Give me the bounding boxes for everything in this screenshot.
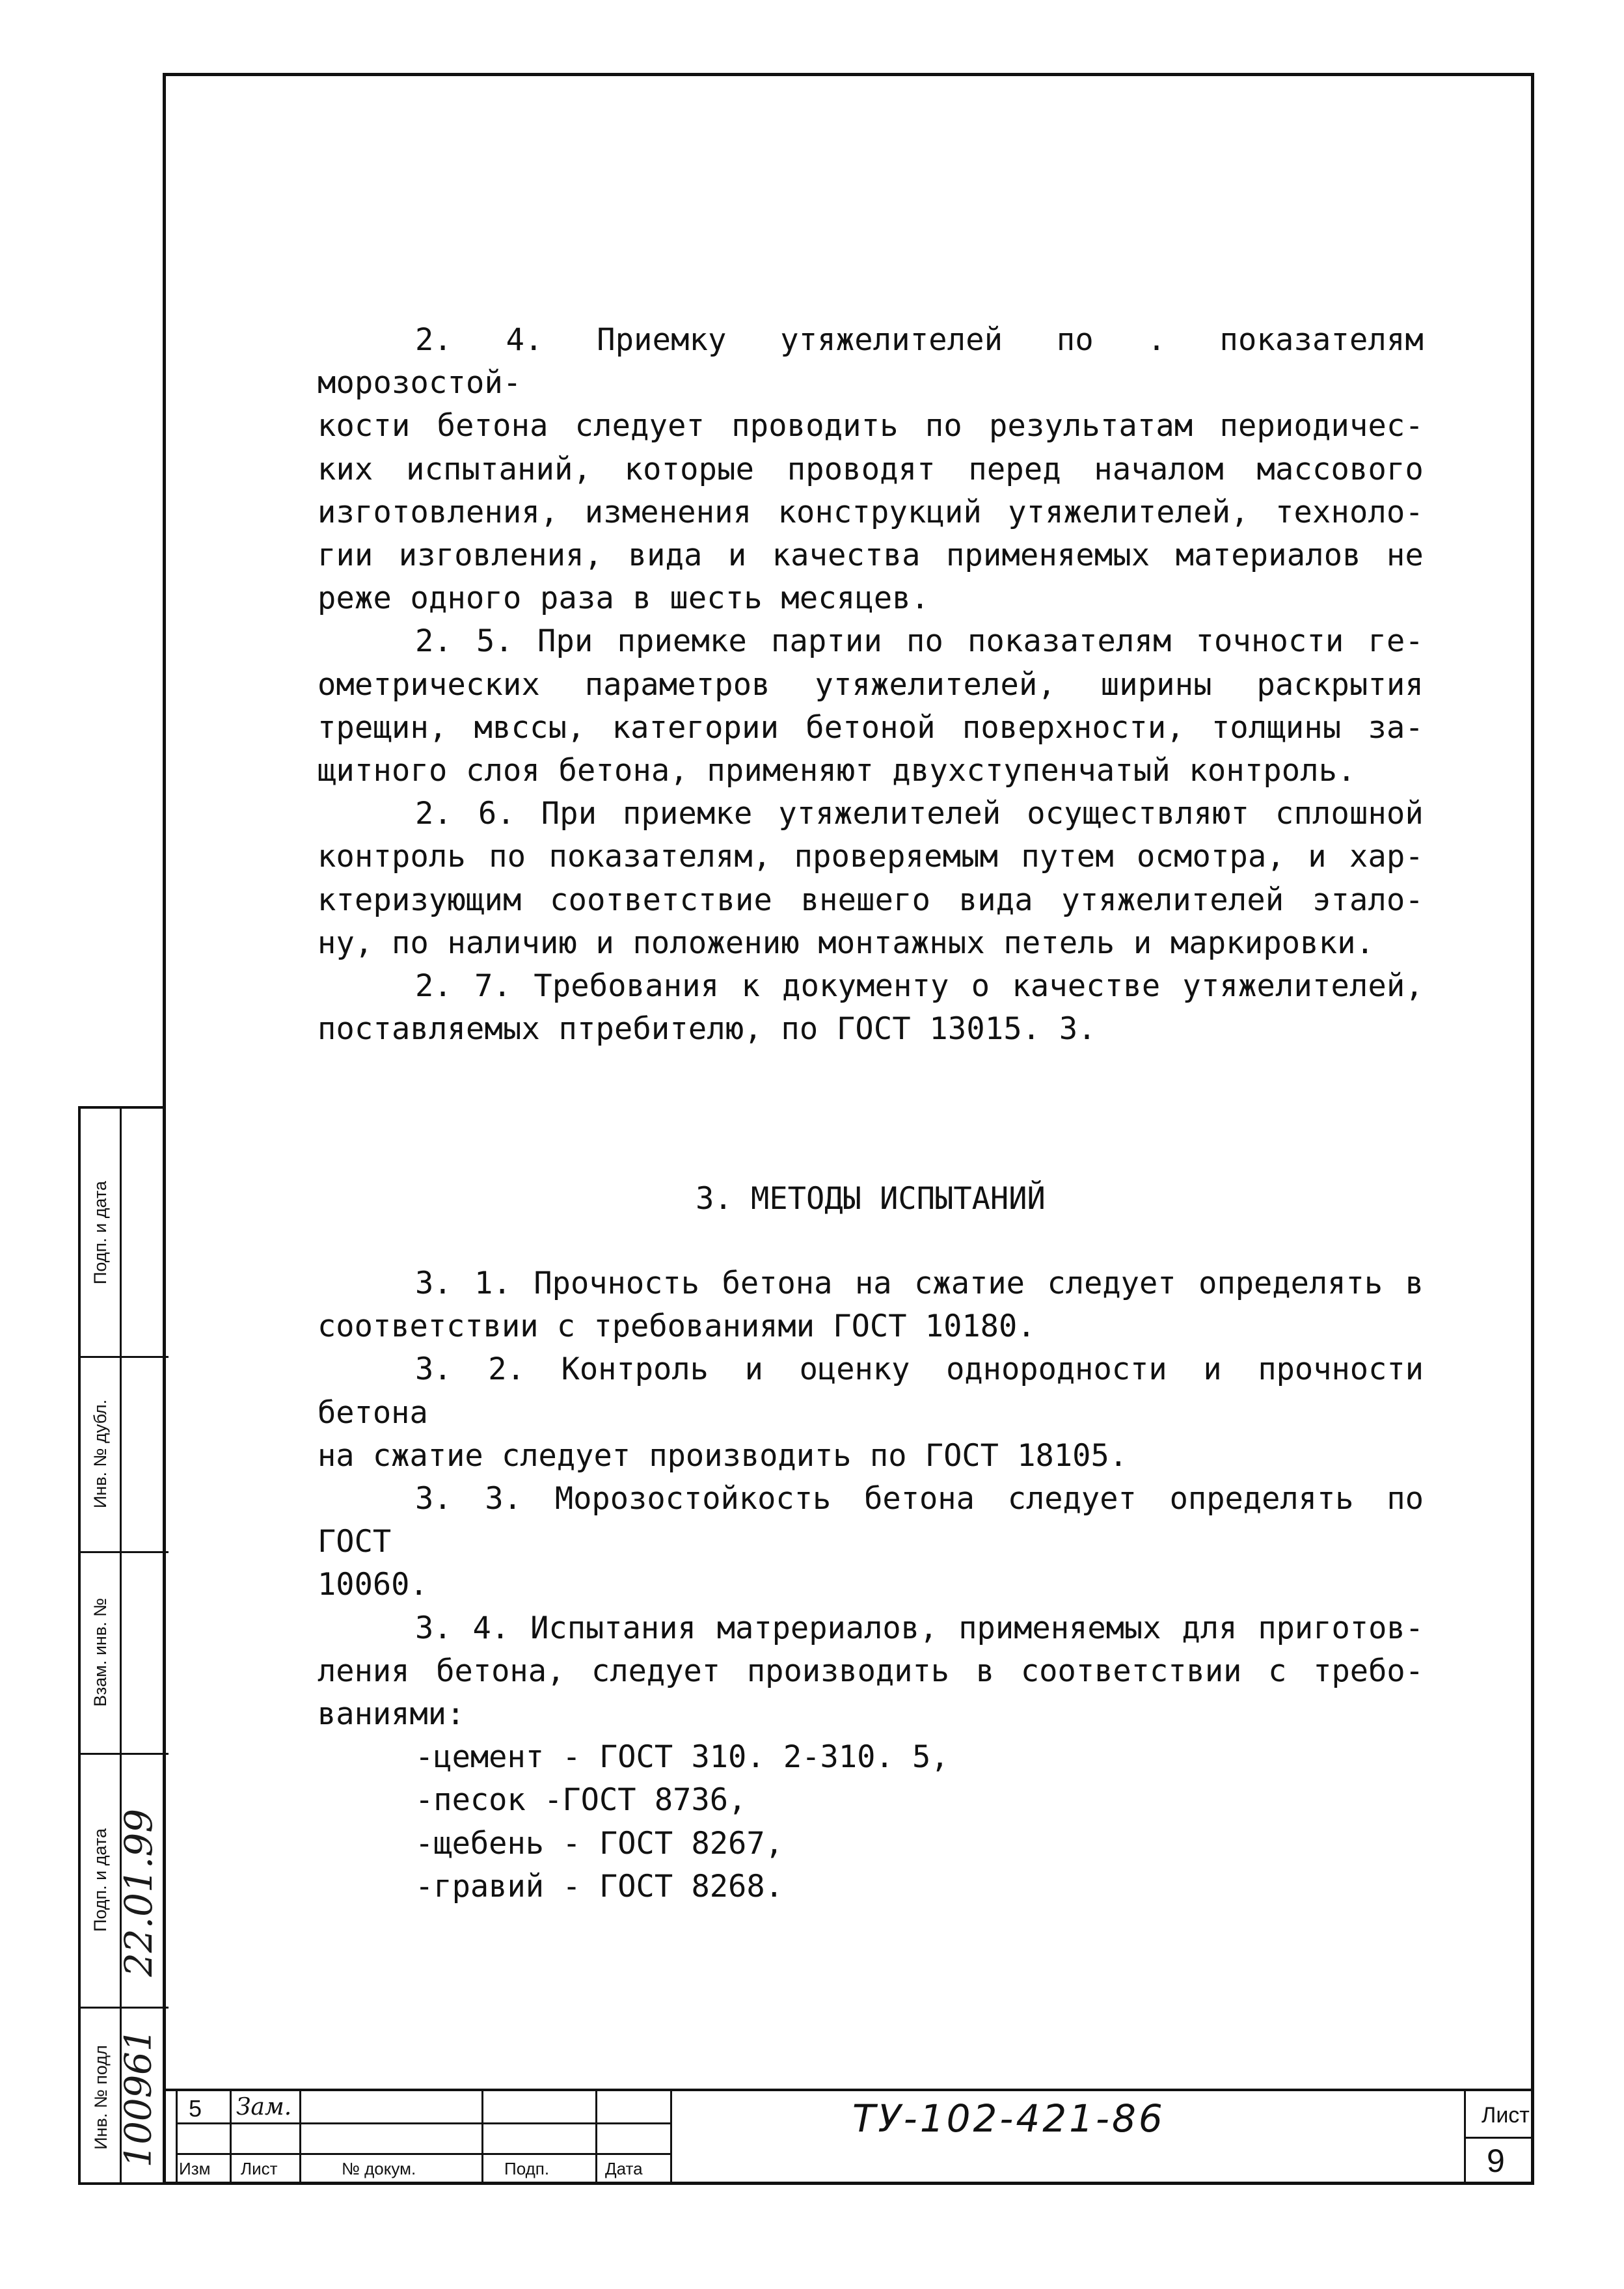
text-line: ометрических параметров утяжелителей, ширины раскрытия: [318, 666, 1424, 703]
paragraph-2-6: [318, 792, 1424, 965]
text-line: 2. 6. При приемке утяжелителей осуществляют сплошной: [415, 796, 1424, 832]
list-item: -щебень - ГОСТ 8267,: [415, 1825, 783, 1862]
sheet-label: Лист: [1482, 2103, 1530, 2128]
document-code: ТУ-102-421-86: [852, 2096, 1165, 2141]
standards-list: [318, 1736, 1424, 1908]
table-line: [230, 2091, 232, 2185]
section-heading: 3. МЕТОДЫ ИСПЫТАНИЙ: [696, 1181, 1046, 1217]
text-line: гии изговления, вида и качества применяемых материалов не: [318, 537, 1424, 574]
list-item: -цемент - ГОСТ 310. 2-310. 5,: [415, 1739, 949, 1776]
table-line: [670, 2091, 672, 2185]
col-doc-label: № докум.: [342, 2159, 416, 2178]
text-line: изготовления, изменения конструкций утяжелителей, техноло-: [318, 494, 1424, 530]
text-line: 3. 1. Прочность бетона на сжатие следует определять в: [415, 1266, 1424, 1301]
text-line: ваниями:: [318, 1696, 465, 1733]
podp-data-label: Подп. и дата: [90, 1828, 111, 1932]
text-line: ких испытаний, которые проводят перед началом массового: [318, 451, 1424, 487]
list-item: -песок -ГОСТ 8736,: [415, 1782, 747, 1819]
text-line: кости бетона следует проводить по результатам периодичес-: [318, 408, 1424, 444]
podp-data-label: Подп. и дата: [90, 1180, 111, 1284]
section-2-body: [318, 319, 1424, 1051]
paragraph-2-4: [318, 319, 1424, 620]
text-line: 2. 4. Приемку утяжелителей по . показателям морозостой-: [318, 322, 1424, 401]
text-line: 10060.: [318, 1567, 428, 1603]
text-line: ления бетона, следует производить в соответствии с требо-: [318, 1653, 1424, 1689]
col-podp-label: Подп.: [504, 2159, 550, 2178]
text-line: 2. 5. При приемке партии по показателям точности ге-: [415, 623, 1424, 660]
table-line: [1464, 2137, 1534, 2139]
table-line: [176, 2122, 670, 2124]
paragraph-3-2: [318, 1348, 1424, 1478]
text-line: поставляемых птребителю, по ГОСТ 13015. 3.: [318, 1011, 1096, 1048]
side-stamp: [78, 1106, 166, 2185]
title-block: [166, 2089, 1534, 2185]
text-line: соответствии с требованиями ГОСТ 10180.: [318, 1308, 1036, 1345]
paragraph-3-4: [318, 1607, 1424, 1737]
section-3-body: [318, 1262, 1424, 1908]
change-note: Зам.: [236, 2094, 292, 2120]
table-line: [595, 2091, 597, 2185]
paragraph-3-3: [318, 1478, 1424, 1607]
text-line: 2. 7. Требования к документу о качестве утяжелителей,: [415, 968, 1424, 1005]
paragraph-3-1: [318, 1262, 1424, 1348]
inv-dubl-label: Инв. № дубл.: [90, 1399, 111, 1508]
table-line: [176, 2153, 670, 2155]
col-list-label: Лист: [241, 2159, 278, 2178]
table-line: [176, 2091, 178, 2185]
text-line: 3. 2. Контроль и оценку однородности и прочности бетона: [318, 1351, 1424, 1431]
paragraph-2-7: [318, 965, 1424, 1051]
table-line: [299, 2091, 301, 2185]
col-data-label: Дата: [605, 2159, 643, 2178]
text-line: ну, по наличию и положению монтажных петель и маркировки.: [318, 925, 1375, 961]
handwritten-date: 22.01.99: [116, 1808, 161, 1977]
vzam-inv-label: Взам. инв. №: [90, 1597, 111, 1707]
sheet-number: 9: [1487, 2143, 1505, 2179]
paragraph-2-5: [318, 620, 1424, 792]
table-line: [481, 2091, 483, 2185]
text-line: 3. 4. Испытания матрериалов, применяемых для приготов-: [415, 1610, 1424, 1646]
text-line: на сжатие следует производить по ГОСТ 18105.: [318, 1437, 1128, 1474]
list-item: -гравий - ГОСТ 8268.: [415, 1868, 783, 1904]
handwritten-inv-number: 100961: [117, 2028, 160, 2167]
text-line: контроль по показателям, проверяемым путем осмотра, и хар-: [318, 839, 1424, 875]
text-line: щитного слоя бетона, применяют двухступенчатый контроль.: [318, 753, 1356, 789]
text-line: ктеризующим соответствие внешего вида утяжелителей эталo-: [318, 882, 1424, 918]
inv-podl-label: Инв. № подл: [90, 2044, 111, 2150]
text-line: реже одного раза в шесть месяцев.: [318, 580, 930, 617]
text-line: трещин, мвссы, категории бетоной поверхности, толщины за-: [318, 709, 1424, 746]
text-line: 3. 3. Морозостойкость бетона следует определять по ГОСТ: [318, 1481, 1424, 1560]
col-izm-label: Изм: [179, 2159, 211, 2178]
revision-number: 5: [189, 2095, 202, 2122]
